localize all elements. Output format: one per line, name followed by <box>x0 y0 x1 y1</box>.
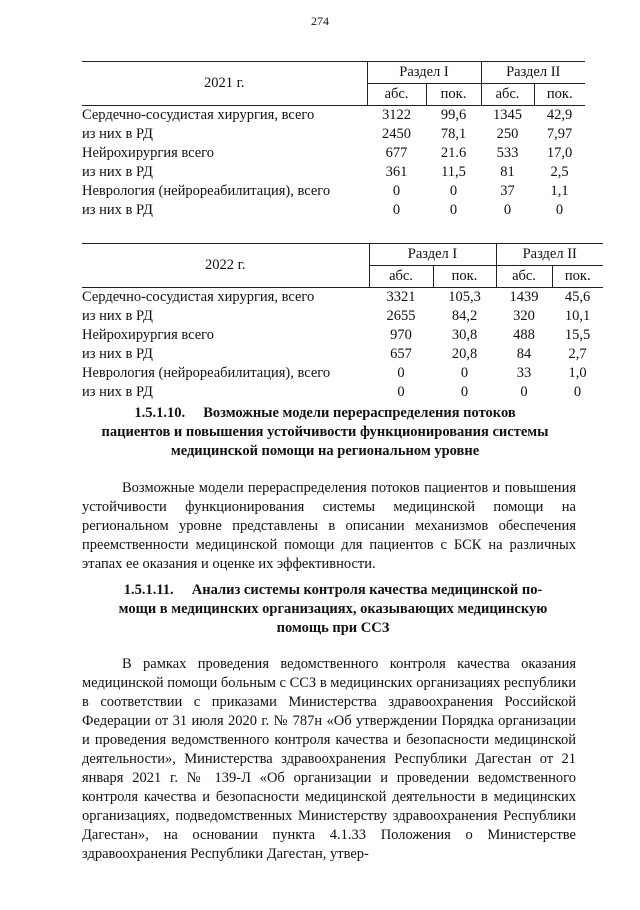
cell: 2,7 <box>568 346 587 362</box>
table-row <box>82 364 603 383</box>
table-row <box>82 326 603 345</box>
table-row <box>82 125 585 144</box>
cell: 0 <box>392 202 401 218</box>
table-row <box>82 106 585 126</box>
row-label: Сердечно-сосудистая хирургия, всего <box>82 107 315 123</box>
cell: 105,3 <box>448 289 481 305</box>
cell: 20,8 <box>451 346 478 362</box>
table-header-row <box>82 62 585 84</box>
row-label: из них в РД <box>82 308 153 324</box>
table-row <box>82 383 603 402</box>
table-2022 <box>82 243 603 402</box>
subheader-abs: абс. <box>496 266 552 288</box>
cell: 30,8 <box>451 327 478 343</box>
subheader-abs: абс. <box>369 266 433 288</box>
cell: 657 <box>390 346 412 362</box>
cell: 0 <box>392 183 401 199</box>
heading-line: медицинской помощи на региональном уровне <box>170 443 480 459</box>
subheader-pok: пок. <box>426 84 481 106</box>
cell: 533 <box>496 145 519 161</box>
subheader-abs: абс. <box>481 84 534 106</box>
table-row <box>82 307 603 326</box>
cell: 250 <box>496 126 519 142</box>
cell: 15,5 <box>564 327 591 343</box>
row-label: из них в РД <box>82 202 153 218</box>
subheader-pok: пок. <box>433 266 496 288</box>
row-label: Сердечно-сосудистая хирургия, всего <box>82 289 315 305</box>
cell: 970 <box>390 327 412 343</box>
cell: 0 <box>449 183 458 199</box>
page-number: 274 <box>311 14 329 28</box>
cell: 1,0 <box>568 365 587 381</box>
paragraph-1-5-1-10: Возможные модели перераспределения потоков пациентов и повышения устойчивости функционирования системы медицинской помощи на региональном уровне представлены в описании механизмов обеспечения преемственности медицинской помощи для пациентов с БСК на различных этапах ее оказания и оценке их эффективности. <box>82 480 576 572</box>
cell: 81 <box>500 164 515 180</box>
row-label: из них в РД <box>82 164 153 180</box>
cell: 0 <box>397 384 405 400</box>
cell: 0 <box>503 202 512 218</box>
cell: 677 <box>385 145 408 161</box>
table-2021 <box>82 61 585 220</box>
cell: 488 <box>513 327 535 343</box>
row-label: Нейрохирургия всего <box>82 327 215 343</box>
cell: 84 <box>516 346 532 362</box>
cell: 2,5 <box>550 164 569 180</box>
table-row <box>82 345 603 364</box>
cell: 11,5 <box>441 164 466 180</box>
cell: 99,6 <box>440 107 467 123</box>
cell: 33 <box>516 365 532 381</box>
section-2-header: Раздел II <box>481 62 585 84</box>
row-label: из них в РД <box>82 346 153 362</box>
cell: 0 <box>449 202 458 218</box>
cell: 17,0 <box>546 145 573 161</box>
cell: 2450 <box>382 126 411 142</box>
row-label: Неврология (нейрореабилитация), всего <box>82 365 331 381</box>
paragraph-1-5-1-11: В рамках проведения ведомственного контроля качества оказания медицинской помощи больным с ССЗ в медицинских организациях республики в соответствии с приказами Министерства здравоохранения Российской Федерации от 31 июля 2020 г. № 787н «Об утверждении Порядка организации и проведения ведомственного контроля качества и безопасности медицинской деятельности», Министерства здравоохранения Республики Дагестан от 21 января 2021 г. № 139-Л «Об организации и проведении ведомственного контроля качества и безопасности медицинской деятельности в медицинских организациях, подведомственных Министерству здравоохранения Республики Дагестан», на основании пункта 4.1.33 Положения о Министерстве здравоохранения Республики Дагестан, утвер- <box>82 656 576 862</box>
subheader-pok: пок. <box>552 266 603 288</box>
cell: 21.6 <box>440 145 467 161</box>
section-2-header: Раздел II <box>496 244 603 266</box>
cell: 84,2 <box>451 308 478 324</box>
row-label: из них в РД <box>82 384 153 400</box>
row-label: Неврология (нейрореабилитация), всего <box>82 183 331 199</box>
table-row <box>82 144 585 163</box>
cell: 1439 <box>509 289 539 305</box>
table-row <box>82 288 603 308</box>
cell: 361 <box>385 164 408 180</box>
table-year-header: 2021 г. <box>82 62 367 106</box>
cell: 0 <box>555 202 564 218</box>
row-label: Нейрохирургия всего <box>82 145 215 161</box>
cell: 42,9 <box>546 107 573 123</box>
cell: 7,97 <box>546 126 573 142</box>
subheader-pok: пок. <box>534 84 585 106</box>
cell: 1345 <box>493 107 522 123</box>
section-heading-1-5-1-10 <box>90 404 560 461</box>
cell: 78,1 <box>440 126 467 142</box>
cell: 3321 <box>386 289 416 305</box>
section-1-header: Раздел I <box>367 62 481 84</box>
table-row <box>82 201 585 220</box>
heading-line: помощь при ССЗ <box>276 620 390 636</box>
cell: 1,1 <box>550 183 569 199</box>
row-label: из них в РД <box>82 126 153 142</box>
heading-line: 1.5.1.10. Возможные модели перераспределения потоков <box>134 405 516 421</box>
subheader-abs: абс. <box>367 84 426 106</box>
heading-line: 1.5.1.11. Анализ системы контроля качества медицинской по- <box>123 582 543 598</box>
table-year-header: 2022 г. <box>82 244 369 288</box>
section-heading-1-5-1-11 <box>88 581 578 638</box>
table-row <box>82 163 585 182</box>
cell: 3122 <box>382 107 411 123</box>
cell: 2655 <box>386 308 416 324</box>
cell: 320 <box>513 308 535 324</box>
cell: 0 <box>460 384 469 400</box>
cell: 0 <box>573 384 582 400</box>
cell: 45,6 <box>564 289 591 305</box>
cell: 37 <box>500 183 515 199</box>
heading-line: пациентов и повышения устойчивости функционирования системы <box>101 424 549 440</box>
table-row <box>82 182 585 201</box>
section-1-header: Раздел I <box>369 244 496 266</box>
cell: 0 <box>397 365 405 381</box>
heading-line: мощи в медицинских организациях, оказывающих медицинскую <box>118 601 548 617</box>
cell: 0 <box>520 384 528 400</box>
cell: 0 <box>460 365 469 381</box>
table-header-row <box>82 244 603 266</box>
cell: 10,1 <box>564 308 591 324</box>
